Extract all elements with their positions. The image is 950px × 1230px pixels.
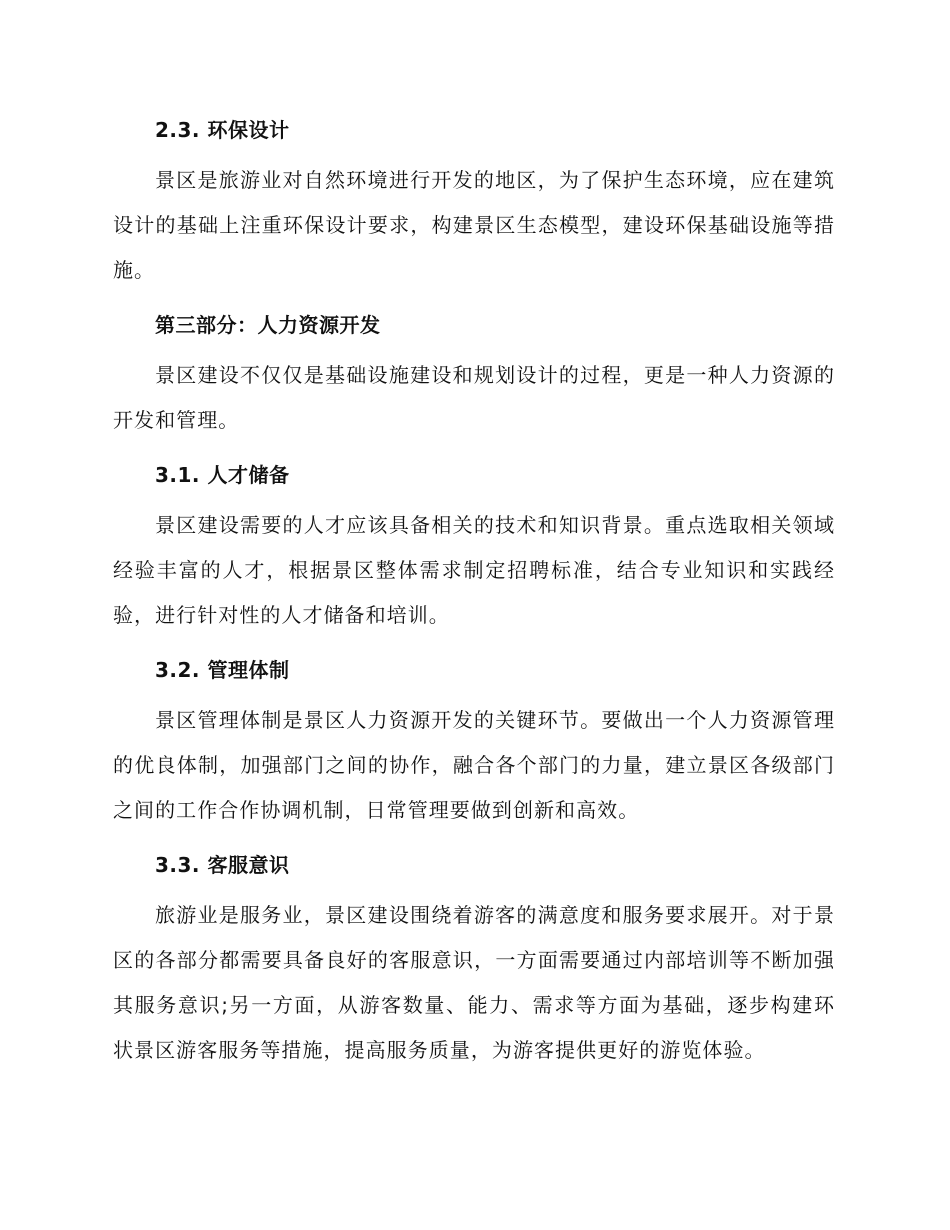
document-page [113,108,835,1083]
section-paragraph-talent-reserve: 景区建设需要的人才应该具备相关的技术和知识背景。重点选取相关领域经验丰富的人才，根据景区整体需求制定招聘标准，结合专业知识和实践经验，进行针对性的人才储备和培训。 [113,513,835,627]
section-heading-management-system: 3.2. 管理体制 [155,658,290,682]
section-paragraph-env-design: 景区是旅游业对自然环境进行开发的地区，为了保护生态环境，应在建筑设计的基础上注重环保设计要求，构建景区生态模型，建设环保基础设施等措施。 [113,168,835,282]
section-heading-env-design: 2.3. 环保设计 [155,118,290,142]
section-heading-talent-reserve: 3.1. 人才储备 [155,463,290,487]
section-heading-customer-service: 3.3. 客服意识 [155,853,290,877]
section-paragraph-customer-service: 旅游业是服务业，景区建设围绕着游客的满意度和服务要求展开。对于景区的各部分都需要具备良好的客服意识，一方面需要通过内部培训等不断加强其服务意识;另一方面，从游客数量、能力、需求等方面为基础，逐步构建环状景区游客服务等措施，提高服务质量，为游客提供更好的游览体验。 [113,903,835,1062]
section-heading-part-three: 第三部分：人力资源开发 [155,313,381,337]
section-paragraph-management-system: 景区管理体制是景区人力资源开发的关键环节。要做出一个人力资源管理的优良体制，加强部门之间的协作，融合各个部门的力量，建立景区各级部门之间的工作合作协调机制，日常管理要做到创新和高效。 [113,708,835,822]
section-paragraph-part-three: 景区建设不仅仅是基础设施建设和规划设计的过程，更是一种人力资源的开发和管理。 [113,363,835,432]
